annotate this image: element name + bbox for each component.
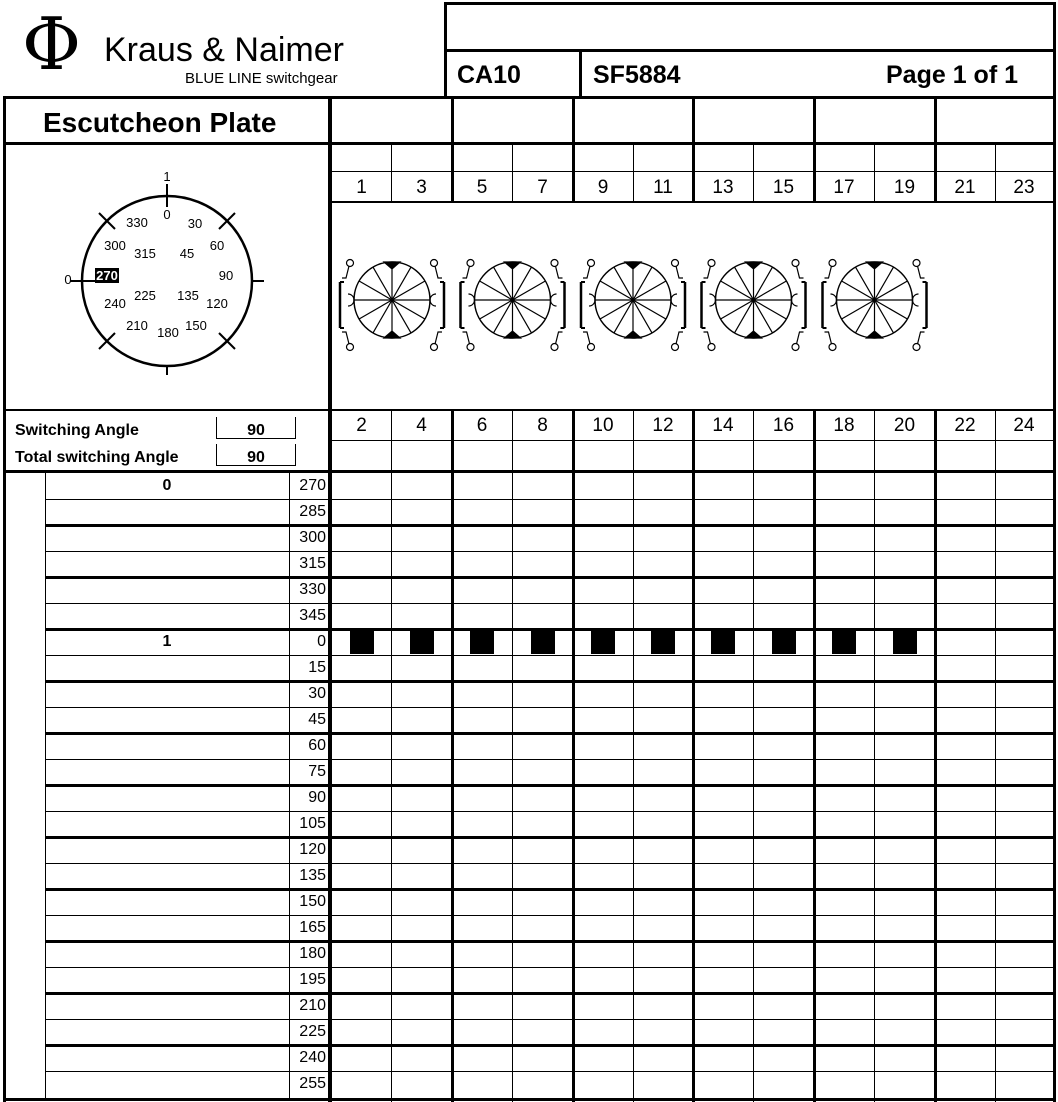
terminal-number: 20 bbox=[893, 415, 916, 436]
closed-contact-marker bbox=[410, 630, 434, 654]
closed-contact-marker bbox=[651, 630, 675, 654]
row-angle: 165 bbox=[299, 919, 326, 936]
terminal-number: 11 bbox=[653, 177, 673, 198]
row-angle: 60 bbox=[308, 737, 326, 754]
dial-angle: 90 bbox=[218, 268, 234, 283]
terminal-number: 1 bbox=[356, 177, 367, 198]
closed-contact-marker bbox=[832, 630, 856, 654]
dial-left-marker: 0 bbox=[64, 272, 72, 287]
switching-angle-label: Switching Angle bbox=[15, 422, 139, 439]
terminal-number: 16 bbox=[772, 415, 795, 436]
logo-phi-icon: Φ bbox=[22, 2, 82, 86]
brand-tagline: BLUE LINE switchgear bbox=[185, 70, 338, 87]
terminal-number: 19 bbox=[893, 177, 916, 198]
brand-name: Kraus & Naimer bbox=[104, 31, 344, 69]
terminal-number: 17 bbox=[833, 177, 855, 198]
terminal-number: 15 bbox=[772, 177, 795, 198]
total-switching-angle-label: Total switching Angle bbox=[15, 449, 179, 466]
row-angle: 285 bbox=[299, 503, 326, 520]
contact-deck-icon bbox=[340, 260, 444, 351]
dial-angle: 45 bbox=[179, 246, 195, 261]
dial-angle: 60 bbox=[209, 238, 225, 253]
contact-diagrams bbox=[332, 255, 1053, 355]
closed-contact-marker bbox=[591, 630, 615, 654]
dial-angle: 120 bbox=[206, 296, 228, 311]
row-angle: 15 bbox=[308, 659, 326, 676]
terminal-number: 18 bbox=[833, 415, 855, 436]
closed-contact-marker bbox=[470, 630, 494, 654]
page-indicator: Page 1 of 1 bbox=[886, 61, 1018, 89]
program-number: SF5884 bbox=[593, 61, 681, 89]
dial-angle: 330 bbox=[126, 215, 148, 230]
row-angle: 75 bbox=[308, 763, 326, 780]
terminal-number: 10 bbox=[592, 415, 614, 436]
row-angle: 330 bbox=[299, 581, 326, 598]
row-angle: 270 bbox=[299, 477, 326, 494]
closed-contact-marker bbox=[531, 630, 555, 654]
closed-contact-marker bbox=[711, 630, 735, 654]
terminal-number: 5 bbox=[476, 177, 488, 198]
terminal-number: 12 bbox=[652, 415, 674, 436]
dial-angle: 300 bbox=[104, 238, 126, 253]
dial-angle: 225 bbox=[134, 288, 156, 303]
closed-contact-marker bbox=[893, 630, 917, 654]
row-angle: 150 bbox=[299, 893, 326, 910]
terminal-number: 14 bbox=[712, 415, 734, 436]
terminal-number: 24 bbox=[1013, 415, 1035, 436]
dial-angle: 0 bbox=[163, 207, 171, 222]
row-position: 1 bbox=[162, 633, 172, 650]
dial-angle: 315 bbox=[134, 246, 156, 261]
row-angle: 0 bbox=[317, 633, 326, 650]
dial-top-marker: 1 bbox=[163, 169, 171, 184]
row-angle: 120 bbox=[299, 841, 326, 858]
row-angle: 180 bbox=[299, 945, 326, 962]
row-angle: 255 bbox=[299, 1075, 326, 1092]
terminal-number: 21 bbox=[954, 177, 976, 198]
escutcheon-dial bbox=[40, 160, 300, 375]
terminal-number: 6 bbox=[476, 415, 488, 436]
contact-deck-icon bbox=[581, 260, 685, 351]
section-title: Escutcheon Plate bbox=[43, 107, 277, 138]
terminal-number: 13 bbox=[712, 177, 734, 198]
dial-angle: 180 bbox=[157, 325, 179, 340]
contact-deck-icon bbox=[823, 260, 927, 351]
row-angle: 45 bbox=[308, 711, 326, 728]
row-angle: 135 bbox=[299, 867, 326, 884]
row-angle: 300 bbox=[299, 529, 326, 546]
row-angle: 225 bbox=[299, 1023, 326, 1040]
switching-angle-value: 90 bbox=[247, 422, 265, 439]
row-angle: 315 bbox=[299, 555, 326, 572]
terminal-number: 7 bbox=[537, 177, 548, 198]
row-angle: 105 bbox=[299, 815, 326, 832]
dial-angle: 150 bbox=[185, 318, 207, 333]
dial-angle: 30 bbox=[187, 216, 203, 231]
contact-deck-icon bbox=[702, 260, 806, 351]
dial-angle: 240 bbox=[104, 296, 126, 311]
terminal-number: 22 bbox=[954, 415, 976, 436]
terminal-number: 9 bbox=[597, 177, 609, 198]
dial-highlight-label: 270 bbox=[96, 268, 118, 283]
total-angle-value: 90 bbox=[247, 449, 265, 466]
row-angle: 240 bbox=[299, 1049, 326, 1066]
terminal-number: 3 bbox=[416, 177, 427, 198]
closed-contact-marker bbox=[772, 630, 796, 654]
terminal-number: 4 bbox=[416, 415, 427, 436]
dial-angle: 135 bbox=[177, 288, 199, 303]
row-angle: 345 bbox=[299, 607, 326, 624]
contact-deck-icon bbox=[461, 260, 565, 351]
closed-contact-marker bbox=[350, 630, 374, 654]
row-angle: 195 bbox=[299, 971, 326, 988]
series-code: CA10 bbox=[457, 61, 521, 89]
row-angle: 30 bbox=[308, 685, 326, 702]
row-angle: 90 bbox=[308, 789, 326, 806]
row-position: 0 bbox=[162, 477, 172, 494]
terminal-number: 2 bbox=[356, 415, 367, 436]
terminal-number: 23 bbox=[1013, 177, 1035, 198]
row-angle: 210 bbox=[299, 997, 326, 1014]
dial-angle: 210 bbox=[126, 318, 148, 333]
terminal-number: 8 bbox=[537, 415, 548, 436]
